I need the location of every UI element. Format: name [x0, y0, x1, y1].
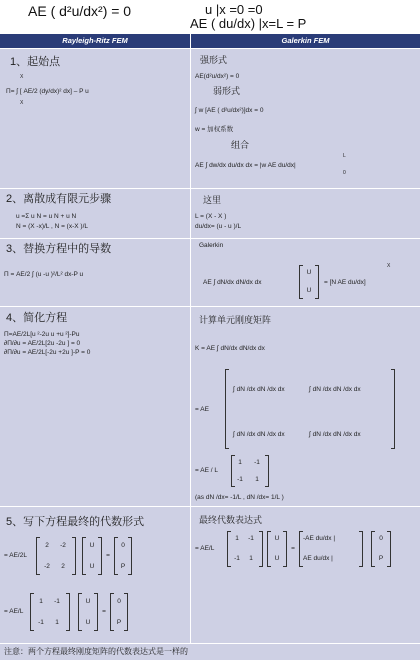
- row2-right-equation-2: du/dx= (u - u )/L: [195, 223, 242, 230]
- strong-form-title: 强形式: [200, 55, 228, 65]
- boundary-condition-2: AE ( du/dx) |x=L = P: [190, 16, 307, 31]
- matrix-entry: -1: [248, 535, 254, 542]
- vector-entry: U: [306, 287, 312, 294]
- galerkin-rhs: = [N AE du/dx]: [324, 279, 366, 286]
- vector-entry: U: [306, 269, 312, 276]
- matrix-entry: 1: [249, 555, 253, 562]
- matrix-entry: -2: [60, 542, 66, 549]
- row2-right-cell: [191, 189, 420, 238]
- vector-entry: U: [274, 535, 280, 542]
- row5-left-cell: [0, 507, 190, 643]
- vector-entry: U: [85, 598, 91, 605]
- row3-right-cell: [191, 239, 420, 306]
- row4-left-cell: [0, 307, 190, 506]
- boundary-condition-1: u |x =0 =0: [205, 2, 263, 17]
- matrix-entry: -1: [254, 459, 260, 466]
- matrix-bracket-right: [265, 455, 269, 487]
- weak-form-title: 弱形式: [213, 86, 241, 96]
- vector-bracket-right: [359, 531, 363, 567]
- footnote: 注意：两个方程最终刚度矩阵的代数表达式是一样的: [0, 644, 420, 660]
- row1-left-cell: [0, 49, 190, 188]
- matrix-entry: -2: [44, 563, 50, 570]
- derivative-note: (as dN /dx= -1/L , dN /dx= 1/L ): [195, 494, 284, 501]
- row2-left-equation-2: N = (X -x)/L , N = (x-X )/L: [16, 223, 88, 230]
- row3-left-equation: Π = AE/2 ∫ (u -u )²/L² dx-P u: [4, 271, 84, 278]
- vector-entry: U: [89, 542, 95, 549]
- row5-right-cell: [191, 507, 420, 643]
- limit-top: X: [387, 263, 391, 269]
- row3-left-cell: [0, 239, 190, 306]
- matrix-entry: 2: [45, 542, 49, 549]
- row4-right-title: 计算单元刚度矩阵: [199, 315, 272, 325]
- vector-bracket-right: [98, 537, 102, 575]
- equals-sign: =: [106, 552, 110, 559]
- matrix-entry: -1: [234, 555, 240, 562]
- matrix-entry: -1: [54, 598, 60, 605]
- vector-bracket-right: [283, 531, 287, 567]
- vector-entry: -AE du/dx |: [303, 535, 336, 542]
- matrix-entry: 1: [238, 459, 242, 466]
- weight-definition: w = 加权系数: [195, 126, 234, 133]
- row5-left-title: 5、写下方程最终的代数形式: [6, 516, 145, 528]
- row4-right-cell: [191, 307, 420, 506]
- matrix-entry: 2: [61, 563, 65, 570]
- vector-bracket-right: [315, 265, 319, 299]
- matrix-entry: 1: [235, 535, 239, 542]
- row3-right-title: Galerkin: [199, 242, 224, 249]
- weak-form-equation: ∫ w [AE ( d²u/dx²)]dx = 0: [195, 107, 264, 114]
- matrix-entry: ∫ dN /dx dN /dx dx: [233, 431, 285, 438]
- stiffness-definition: K = AE ∫ dN/dx dN/dx dx: [195, 345, 265, 352]
- matrix-entry: ∫ dN /dx dN /dx dx: [233, 386, 285, 393]
- vector-bracket-right: [124, 593, 128, 631]
- vector-entry: U: [85, 619, 91, 626]
- row3-left-title: 3、替换方程中的导数: [6, 243, 112, 255]
- matrix-entry: 1: [255, 476, 259, 483]
- row5-left-prefix-2: = AE/L: [4, 608, 24, 615]
- combine-title: 组合: [231, 140, 250, 150]
- matrix-bracket-right: [259, 531, 263, 567]
- matrix-bracket-right: [72, 537, 76, 575]
- row1-left-equation: Π= ∫ [ AE/2 (dy/dx)² dx] – P u: [6, 88, 89, 95]
- combined-equation: AE ∫ dw/dx du/dx dx = |w AE du/dx|: [195, 162, 296, 169]
- stiffness-ae-over-l: = AE / L: [195, 467, 218, 474]
- vector-bracket-right: [387, 531, 391, 567]
- vector-entry: 0: [117, 598, 121, 605]
- vector-entry: U: [274, 555, 280, 562]
- vector-entry: P: [378, 555, 384, 562]
- row1-right-cell: [191, 49, 420, 188]
- header-galerkin: Galerkin FEM: [191, 34, 420, 48]
- row2-right-title: 这里: [203, 195, 222, 205]
- limit-top: L: [343, 153, 346, 159]
- row4-left-title: 4、简化方程: [6, 312, 68, 324]
- matrix-bracket-right: [66, 593, 70, 631]
- vector-entry: AE du/dx |: [303, 555, 333, 562]
- matrix-entry: -1: [38, 619, 44, 626]
- header-rayleigh-ritz: Rayleigh-Ritz FEM: [0, 34, 190, 48]
- strong-form-equation: AE(d²u/dx²) = 0: [195, 73, 240, 80]
- vector-entry: P: [116, 619, 122, 626]
- row5-right-title: 最终代数表达式: [199, 515, 263, 525]
- vector-bracket-right: [94, 593, 98, 631]
- limit-bottom: 0: [343, 170, 346, 176]
- vector-entry: P: [120, 563, 126, 570]
- limit-top: X: [20, 74, 24, 80]
- matrix-entry: 1: [39, 598, 43, 605]
- row2-left-title: 2、离散成有限元步骤: [6, 193, 112, 205]
- equals-sign: =: [102, 608, 106, 615]
- vector-bracket-right: [128, 537, 132, 575]
- matrix-entry: 1: [55, 619, 59, 626]
- row2-left-cell: [0, 189, 190, 238]
- row4-left-equation-1: Π=AE/2L[u ²-2u u +u ²]-Pu: [4, 331, 80, 338]
- galerkin-integral: AE ∫ dN/dx dN/dx dx: [203, 279, 262, 286]
- row2-left-equation-1: u =Σ u N = u N + u N: [16, 213, 77, 220]
- row4-left-equation-3: ∂Π/∂u = AE/2L[-2u +2u ]-P = 0: [4, 349, 91, 356]
- row5-right-prefix: = AE/L: [195, 545, 215, 552]
- row2-right-equation-1: L = (X - X ): [195, 213, 227, 220]
- row4-left-equation-2: ∂Π/∂u = AE/2L[2u -2u ] = 0: [4, 340, 81, 347]
- matrix-bracket-right: [391, 369, 395, 449]
- limit-bottom: X: [20, 100, 24, 106]
- governing-equation: AE ( d²u/dx²) = 0: [28, 3, 132, 19]
- matrix-entry: ∫ dN /dx dN /dx dx: [309, 431, 361, 438]
- matrix-entry: -1: [237, 476, 243, 483]
- vector-entry: U: [89, 563, 95, 570]
- top-equations: [0, 0, 420, 34]
- vector-entry: 0: [121, 542, 125, 549]
- row1-left-title: 1、起始点: [10, 56, 61, 68]
- equals-sign: =: [291, 545, 295, 552]
- matrix-bracket-left: [225, 369, 229, 449]
- vector-entry: 0: [379, 535, 383, 542]
- row5-left-prefix-1: = AE/2L: [4, 552, 27, 559]
- matrix-entry: ∫ dN /dx dN /dx dx: [309, 386, 361, 393]
- stiffness-ae: = AE: [195, 406, 209, 413]
